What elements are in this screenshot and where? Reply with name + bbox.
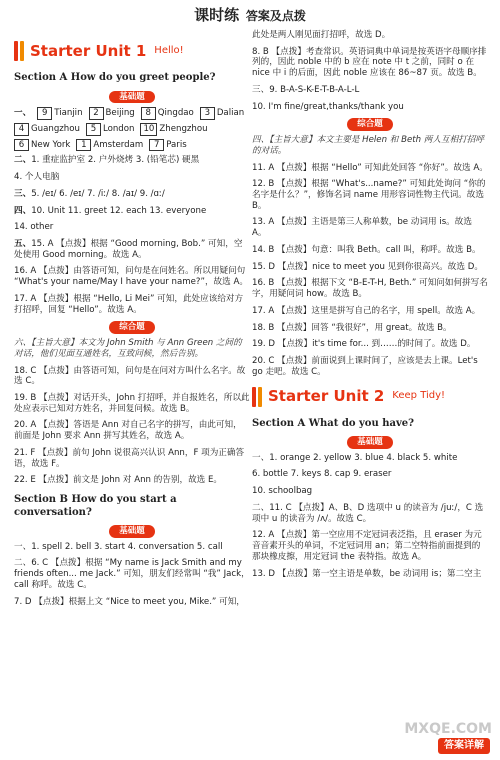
badge-comprehensive: 综合题 (347, 118, 393, 131)
right-column (252, 30, 488, 585)
unit-bars-icon (252, 387, 262, 407)
answer-line: 19. B 【点拨】对话开头，John 打招呼，并自报姓名，所以此处应表示已知对方姓名，并回复问候。故选 B。 (14, 392, 250, 414)
answer-line: 4. 个人电脑 (14, 172, 60, 183)
answer-line: 18. B 【点拨】回答 “我很好”，用 great。故选 B。 (252, 322, 452, 333)
answer-line: 10. schoolbag (252, 486, 313, 497)
unit-bars-icon (14, 41, 24, 61)
answer-line: 20. C 【点拨】前面说到上课时间了，应该是去上课。Let's go 走吧。故选 C。 (252, 356, 478, 377)
left-column (14, 38, 250, 613)
answer-line: 13. D 【点拨】第一空主语是单数，be 动词用 is；第二空主 (252, 568, 482, 579)
main-idea: 四、【主旨大意】本文主要是 Helen 和 Beth 两人互相打招呼的对话。 (252, 135, 484, 156)
answer-line: 17. A 【点拨】根据 “Hello, Li Mei” 可知，此处应该给对方打招呼，回复 “Hello”。故选 A。 (14, 293, 244, 315)
answer-line: 一、1. orange 2. yellow 3. blue 4. black 5. white (252, 452, 458, 463)
answer-line: 14. B 【点拨】句意：叫我 Beth。call 叫，称呼。故选 B。 (252, 244, 481, 255)
badge-basic: 基础题 (109, 525, 155, 538)
footer-label: 答案详解 (438, 738, 490, 755)
unit-name: Starter Unit 1 (30, 41, 147, 60)
section-title: Section B How do you start a conversation? (14, 494, 177, 518)
unit-banner (14, 38, 250, 64)
answer-line: 二、1. 重症监护室 2. 户外烧烤 3. (铅笔芯) 硬黑 (14, 155, 200, 166)
answer-line: 16. A 【点拨】由答语可知，问句是在问姓名。所以用疑问句 “What's your name/May I have your name?”，故选 A。 (14, 266, 248, 288)
q1-boxes: 一、 9 Tianjin 2 Beijing 8 Qingdao 3 Dalian 4 Guangzhou 5 London 10 Zhengzhou 6 New York 1 Amsterdam 7 Paris (14, 108, 245, 150)
page-subtitle: 答案及点拨 (245, 9, 306, 23)
section-title: Section A What do you have? (252, 417, 414, 429)
page-header (0, 6, 500, 25)
answer-line: 22. E 【点拨】前文是 John 对 Ann 的告别，故选 E。 (14, 475, 223, 486)
unit-banner (252, 384, 488, 410)
answer-line: 此处是两人刚见面打招呼，故选 D。 (252, 30, 391, 40)
unit-subtitle: Keep Tidy! (392, 390, 446, 402)
badge-comprehensive: 综合题 (109, 321, 155, 334)
answer-line: 三、5. /eɪ/ 6. /eɪ/ 7. /iː/ 8. /aɪ/ 9. /ɑː/ (14, 188, 165, 199)
page-title: 课时练 (194, 6, 240, 24)
answer-line: 20. A 【点拨】答语是 Ann 对自己名字的拼写，由此可知，前面是 John 要求 Ann 拼写其姓名，故选 A。 (14, 420, 242, 442)
badge-basic: 基础题 (347, 436, 393, 449)
answer-line: 11. A 【点拨】根据 “Hello” 可知此处回答 “你好”。故选 A。 (252, 162, 488, 173)
answer-line: 21. F 【点拨】前句 John 说很高兴认识 Ann，F 项为正确答语，故选 F。 (14, 447, 245, 469)
unit-subtitle: Hello! (154, 44, 184, 56)
answer-line: 18. C 【点拨】由答语可知，问句是在问对方叫什么名字。故选 C。 (14, 365, 246, 387)
answer-line: 二、11. C 【点拨】A、B、D 选项中 u 的读音为 /juː/，C 选项中 u 的读音为 /ʌ/。故选 C。 (252, 502, 484, 524)
answer-line: 17. A 【点拨】这里是拼写自己的名字，用 spell。故选 A。 (252, 305, 481, 316)
answer-line: 四、10. Unit 11. greet 12. each 13. everyone (14, 205, 207, 216)
answer-line: 一、1. spell 2. bell 3. start 4. conversation 5. call (14, 541, 223, 552)
answer-line: 14. other (14, 222, 54, 233)
answer-line: 15. D 【点拨】nice to meet you 见到你很高兴。故选 D。 (252, 261, 483, 272)
answer-line: 12. A 【点拨】第一空应用不定冠词表泛指，且 eraser 为元音音素开头的单词，不定冠词用 an；第二空特指前面提到的那块橡皮擦，用定冠词 the 表特指。故选 A。 (252, 530, 482, 562)
answer-line: 12. B 【点拨】根据 “What's...name?” 可知此处询问 “你的名字是什么？”，修饰名词 name 用形容词性物主代词。故选 B。 (252, 179, 486, 211)
q-label: 一、 (14, 108, 32, 119)
answer-line: 6. bottle 7. keys 8. cap 9. eraser (252, 469, 392, 480)
answer-line: 二、6. C 【点拨】根据 “My name is Jack Smith and my friends often... me Jack.” 可知，朋友们经常叫 “我” Jack，call 称呼。故选 C。 (14, 558, 250, 590)
watermark-logo: MXQE.COM (404, 720, 492, 737)
badge-basic: 基础题 (109, 91, 155, 104)
answer-line: 五、15. A 【点拨】根据 “Good morning, Bob.” 可知，空处使用 Good morning。故选 A。 (14, 239, 243, 260)
answer-line: 7. D 【点拨】根据上文 “Nice to meet you, Mike.” 可知， (14, 596, 245, 607)
answer-line: 三、9. B-A-S-K-E-T-B-A-L-L (252, 84, 360, 95)
answer-line: 13. A 【点拨】主语是第三人称单数，be 动词用 is。故选 A。 (252, 217, 472, 239)
main-idea: 六、【主旨大意】本文为 John Smith 与 Ann Green 之间的对话，他们见面互通姓名，互致问候，然后告别。 (14, 338, 242, 359)
section-title: Section A How do you greet people? (14, 72, 216, 83)
answer-line: 16. B 【点拨】根据下文 “B-E-T-H, Beth.” 可知问如何拼写名字，用疑问词 how。故选 B。 (252, 278, 488, 300)
answer-line: 8. B 【点拨】考查常识。英语词典中单词是按英语字母顺序排列的，因此 noble 中的 b 应在 note 中 t 之前，同时 o 在 nice 中 i 的后面，因此 noble 应该在 86~87 页。故选 B。 (252, 46, 487, 79)
answer-line: 10. I'm fine/great,thanks/thank you (252, 101, 404, 112)
unit-name: Starter Unit 2 (268, 387, 385, 406)
answer-line: 19. D 【点拨】it's time for... 到……的时间了。故选 D。 (252, 339, 476, 350)
